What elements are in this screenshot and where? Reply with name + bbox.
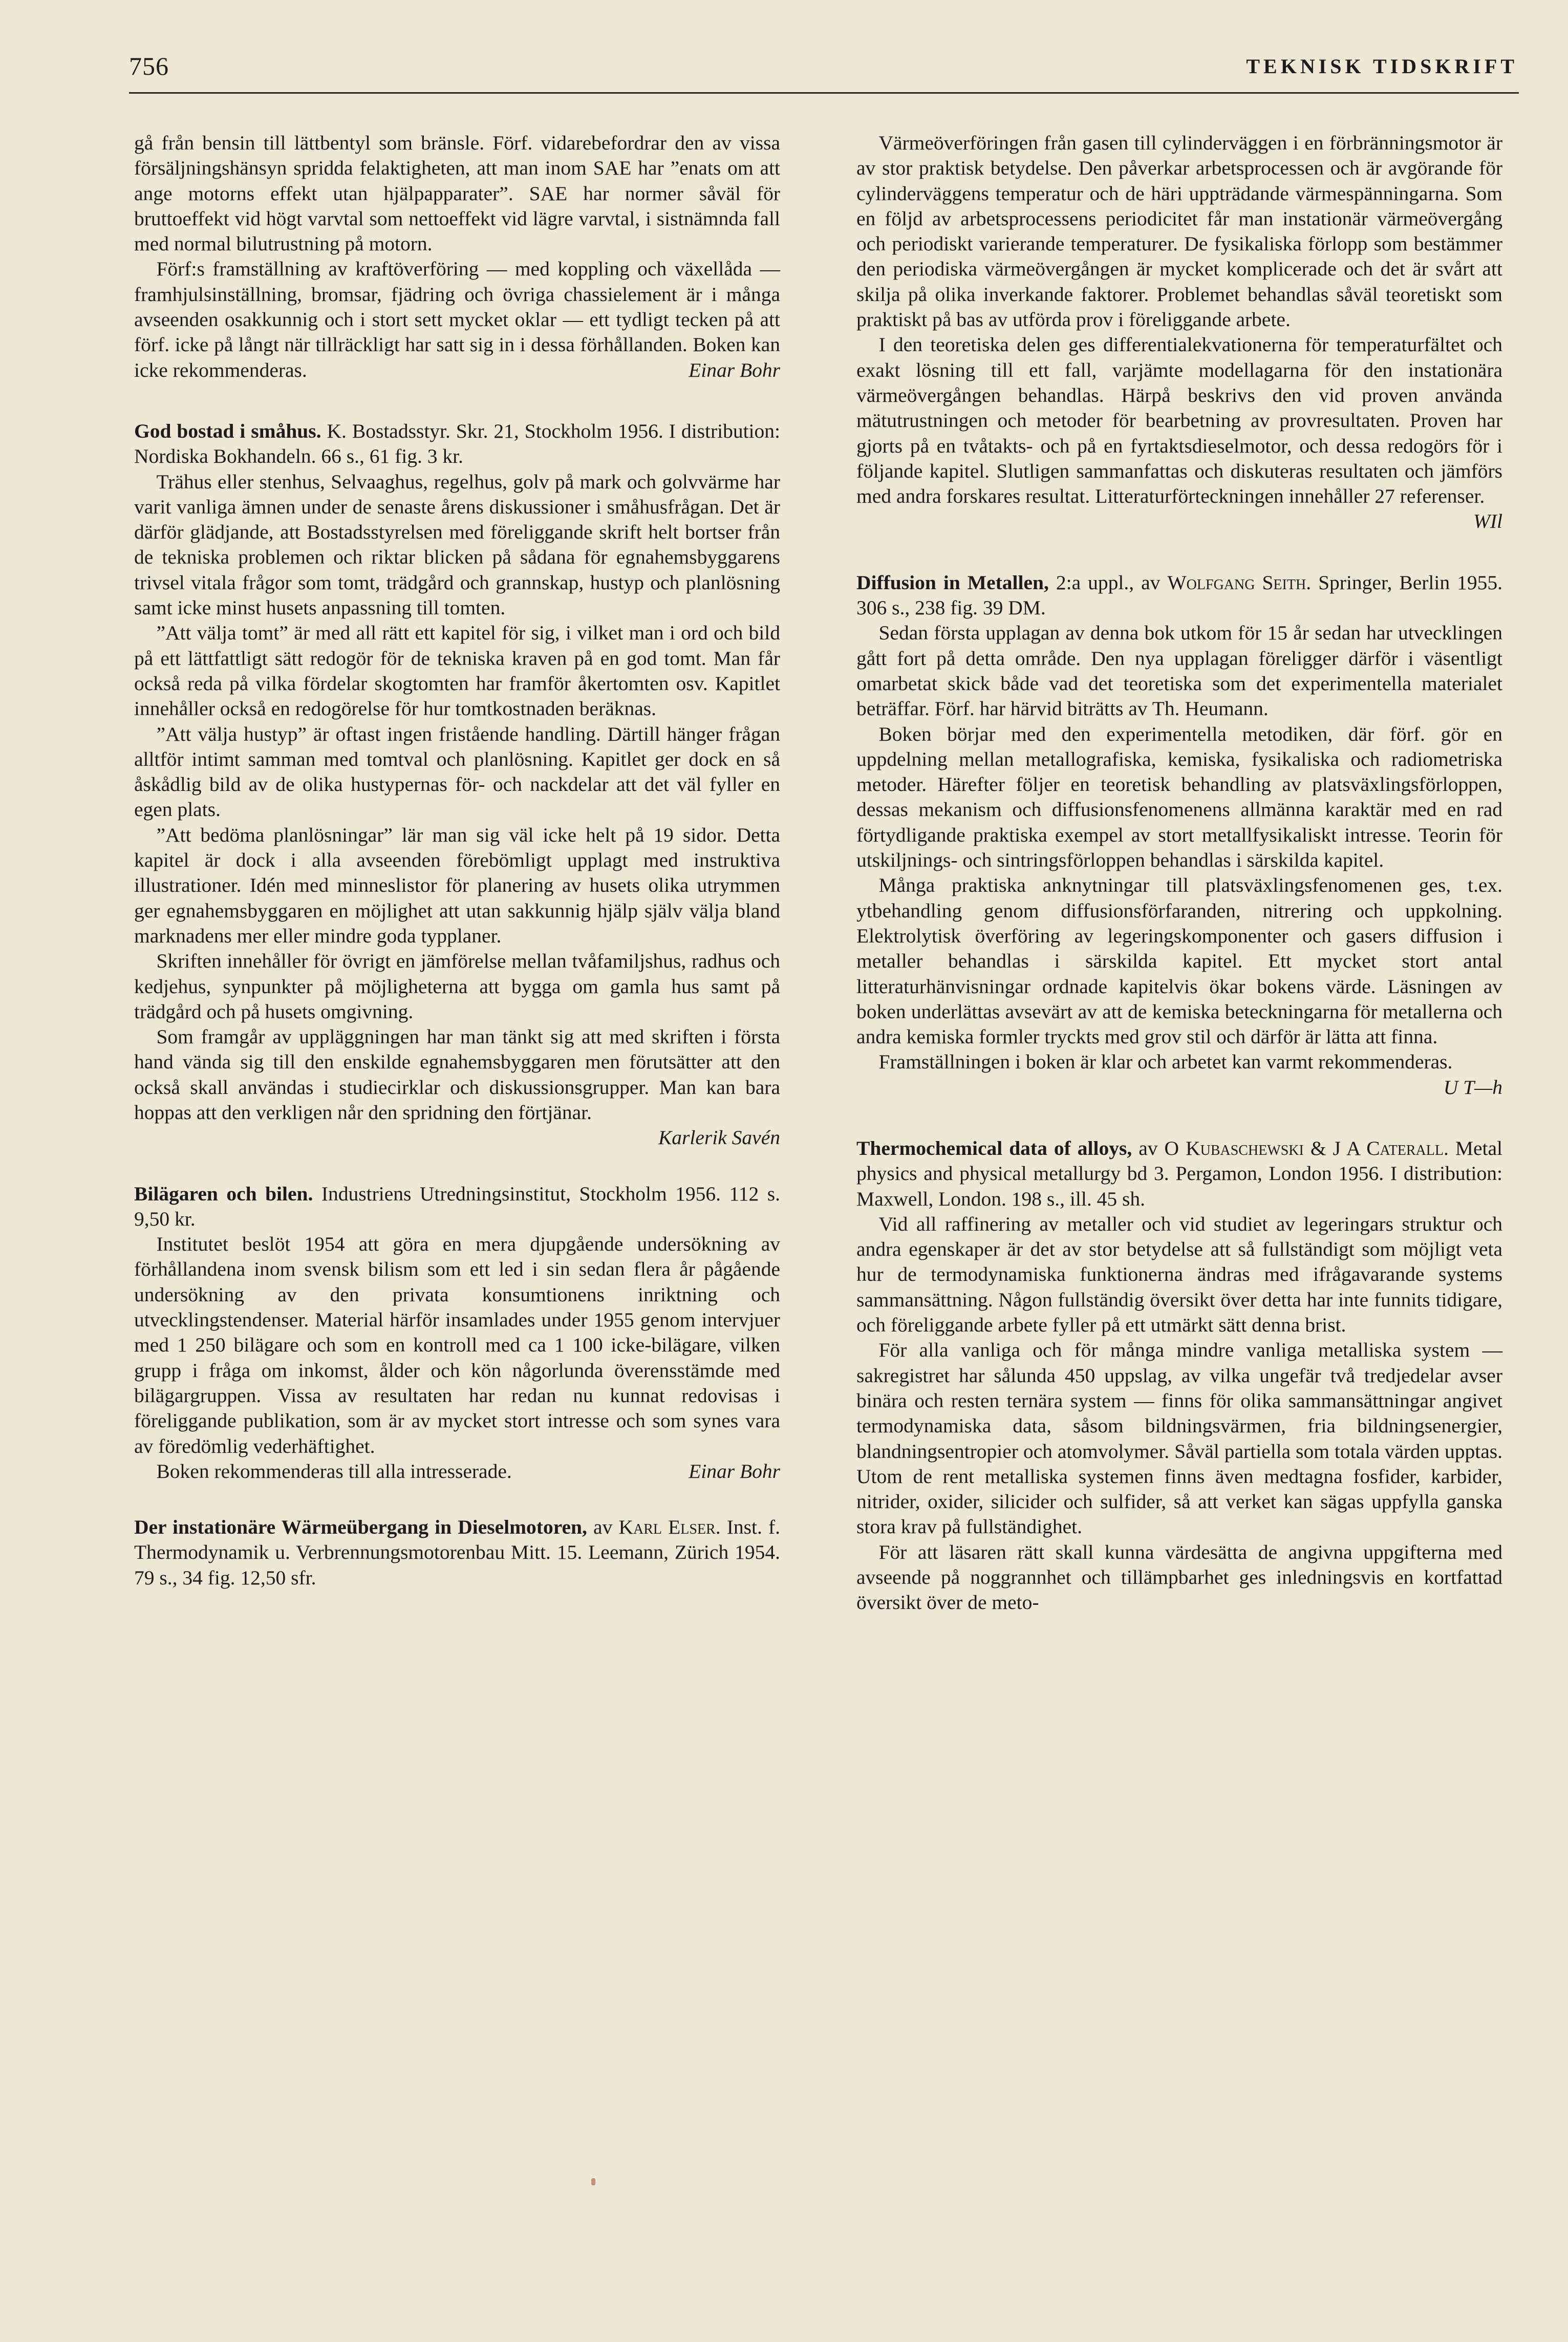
review-heading — [134, 1181, 780, 1232]
paragraph: Vid all raffinering av metaller och vid studiet av legeringars struktur och andra egenskaper är det av stor betydelse att så fullständigt som möjligt veta hur de termodynamiska funktionerna ändras med ifrågavarande systems sammansättning. Någon fullständig översikt över detta har inte funnits tidigare, och föreliggande arbete fyller på ett utmärkt sätt denna brist. — [856, 1212, 1502, 1337]
review-citation: Industriens Utredningsinstitut, Stockholm 1956. 112 s. 9,50 kr. — [134, 1182, 781, 1230]
review-heading — [856, 1136, 1502, 1212]
header-rule — [129, 92, 1519, 94]
review-thermochemical — [856, 1136, 1502, 1616]
paragraph-text: Förf:s framställning av kraftöverföring — med koppling och växellåda — framhjulsinställning, bromsar, fjädring och övriga chassielement är i många avseenden osakkunnig och i stort sett mycket oklar — ett tydligt tecken på att förf. icke på långt när tillräckligt har satt sig in i dessa förhållanden. Boken kan icke rekommenderas. — [134, 257, 780, 381]
paragraph-text: Boken rekommenderas till alla intresserade. — [156, 1459, 512, 1482]
paragraph: Många praktiska anknytningar till platsväxlingsfenomenen ges, t.ex. ytbehandling genom diffusionsförfaranden, nitrering och uppkolning. Elektrolytisk överföring av legeringskomponenter och gasers diffusion i metaller behandlas i särskilda kapitel. Ett mycket stort antal litteraturhänvisningar ordnade kapitelvis ökar bokens värde. Läsningen av boken underlättas avsevärt av att de kemiska beteckningarna för metallerna och andra kemiska formler tryckts med grov stil och därför är lätta att finna. — [856, 874, 1502, 1048]
review-heading — [856, 570, 1502, 621]
review-heading — [134, 1515, 780, 1591]
reviewer-signature: Karlerik Savén — [658, 1126, 780, 1149]
reviewer-signature: U T—h — [1443, 1076, 1502, 1099]
paragraph: Som framgår av uppläggningen har man tänkt sig att med skriften i första hand vända sig till den enskilde egnahemsbyggaren men förutsätter att den också skall användas i studiecirklar och diskussionsgrupper. Man kan bara hoppas att den verkligen når den spridning den förtjänar. — [134, 1025, 780, 1124]
review-title: God bostad i småhus. — [134, 419, 321, 442]
review-title: Thermochemical data of alloys, — [856, 1136, 1132, 1159]
ink-speck — [591, 2178, 595, 2185]
paragraph: ”Att välja hustyp” är oftast ingen fristående handling. Därtill hänger frågan alltför intimt samman med tomtval och planlösning. Kapitlet ger dock en så åskådlig bild av de olika hustypernas för- och nackdelar att det väl fyller en egen plats. — [134, 722, 780, 821]
paragraph: ”Att välja tomt” är med all rätt ett kapitel för sig, i vilket man i ord och bild på ett lättfattligt sätt redogör för de tekniska kraven på en god tomt. Man får också reda på vilka fördelar skogtomten har framför åkertomten osv. Kapitlet innehåller också en redogörelse för hur tomtkostnaden beräknas. — [134, 621, 780, 720]
paragraph — [856, 1049, 1502, 1099]
right-column — [856, 131, 1502, 1616]
review-heading — [134, 419, 780, 469]
paragraph: Värmeöverföringen från gasen till cylinderväggen i en förbränningsmotor är av stor praktisk betydelse. Den påverkar arbetsprocessen och är avgörande för cylinderväggens temperatur och de häri uppträdande värmespänningarna. Som en följd av arbetsprocessens periodicitet får man instationär värmeövergång och periodiskt varierande temperaturer. De fysikaliska förlopp som bestämmer den periodiska värmeövergången är mycket komplicerade och det är svårt att skilja på olika inverkande faktorer. Problemet behandlas såväl teoretiskt som praktiskt på bas av utförda prov i föreliggande arbete. — [856, 132, 1502, 331]
review-citation: . Springer, Berlin 1955. 306 s., 238 fig. 39 DM. — [856, 571, 1503, 619]
paragraph — [134, 256, 780, 382]
paragraph: Sedan första upplagan av denna bok utkom för 15 år sedan har utvecklingen gått fort på detta område. Den nya upplagan föreligger därför i väsentligt omarbetat skick både vad det teoretiska som det experimentella materialet beträffar. Förf. har härvid biträtts av Th. Heumann. — [856, 621, 1502, 720]
review-warmeubergang-heading — [134, 1515, 780, 1591]
running-head: TEKNISK TIDSKRIFT — [1246, 55, 1518, 78]
review-citation: . Inst. f. Thermodynamik u. Verbrennungsmotorenbau Mitt. 15. Leemann, Zürich 1954. 79 s., 34 fig. 12,50 sfr. — [134, 1516, 780, 1589]
review-author-prefix: av — [1132, 1136, 1165, 1159]
review-author-separator: & — [1303, 1136, 1333, 1159]
review-author: O Kubaschewski — [1164, 1136, 1304, 1159]
reviewer-signature: Einar Bohr — [689, 1459, 780, 1482]
page-number: 756 — [129, 52, 169, 80]
paragraph: Boken börjar med den experimentella metodiken, där förf. gör en uppdelning mellan metallografiska, kemiska, fysikaliska och radiometriska metoder. Härefter följer en teoretisk behandling av platsväxlingsförloppen, dessas mekanism och diffusionsfenomenens allmänna karaktär med en rad förtydligande praktiska exempel av stort metallfysikaliskt intresse. Teorin för utskiljnings- och sintringsförloppen behandlas i särskilda kapitel. — [856, 722, 1502, 872]
paragraph: För alla vanliga och för många mindre vanliga metalliska system — sakregistret har sålunda 450 uppslag, av vilka ungefär två tredjedelar avser binära och resten ternära system — finns för olika sammansättningar angivet termodynamiska data, såsom bildningsvärmen, fria bildningsenergier, blandningsentropier och atomvolymer. Såväl partiella som totala värden upptas. Utom de rent metalliska systemen finns även medtagna fosfider, karbider, nitrider, oxider, silicider och sulfider, så att verket kan sägas uppfylla ganska stora krav på fullständighet. — [856, 1339, 1502, 1538]
review-god-bostad — [134, 419, 780, 1151]
review-diffusion — [856, 570, 1502, 1100]
review-author: Wolfgang Seith — [1167, 571, 1306, 594]
review-author: J A Caterall — [1333, 1136, 1444, 1159]
review-warmeubergang-body — [856, 131, 1502, 534]
paragraph — [134, 1459, 780, 1484]
review-citation: . Metal physics and physical metallurgy bd 3. Pergamon, London 1956. I distribution: Maxwell, London. 198 s., ill. 45 sh. — [856, 1136, 1502, 1210]
paragraph: gå från bensin till lättbentyl som bränsle. Förf. vidarebefordrar den av vissa försäljningshänsyn spridda felaktigheten, att man inom SAE har ”enats om att ange motorns effekt utan hjälpapparater”. SAE har normer såväl för bruttoeffekt vid högt varvtal som nettoeffekt vid lägre varvtal, i sistnämnda fall med normal bilutrustning på motorn. — [134, 132, 780, 255]
paragraph — [856, 332, 1502, 533]
paragraph: ”Att bedöma planlösningar” lär man sig väl icke helt på 19 sidor. Detta kapitel är dock i alla avseenden förebömligt upplagt med instruktiva illustrationer. Idén med minneslistor för planering av husets olika utrymmen ger egnahemsbyggaren en möjlighet att utan sakkunnig hjälp själv välja bland marknadens mer eller mindre goda typplaner. — [134, 823, 780, 947]
review-citation: K. Bostadsstyr. Skr. 21, Stockholm 1956. I distribution: Nordiska Bokhandeln. 66 s., 61 fig. 3 kr. — [134, 419, 780, 468]
review-author-prefix: 2:a uppl., av — [1048, 571, 1168, 594]
reviewer-signature: Einar Bohr — [689, 358, 780, 381]
review-author: Karl Elser — [618, 1516, 716, 1539]
review-title: Der instationäre Wärmeübergang in Dieselmotoren, — [134, 1516, 587, 1539]
paragraph: Skriften innehåller för övrigt en jämförelse mellan tvåfamiljshus, radhus och kedjehus, synpunkter på möjligheterna att bygga om gamla hus samt på trädgård och på husets omgivning. — [134, 950, 780, 1023]
paragraph: För att läsaren rätt skall kunna värdesätta de angivna uppgifterna med avseende på noggrannhet och tillämpbarhet ges inledningsvis en kortfattad översikt över de meto- — [856, 1540, 1502, 1614]
review-title: Diffusion in Metallen, — [856, 571, 1049, 594]
paragraph-text: I den teoretiska delen ges differentialekvationerna för temperaturfältet och exakt lösning till ett fall, varjämte modellagarna för den instationära värmeövergången behandlas. Härpå beskrivs den vid proven använda mätutrustningen och metoder för bearbetning av provresultaten. Proven har gjorts på en tvåtakts- och på en fyrtaktsdieselmotor, och dessa redogörs för i följande kapitel. Slutligen sammanfattas och diskuteras resultaten och jämförs med andra forskares resultat. Litteraturförteckningen innehåller 27 referenser. — [856, 333, 1502, 508]
left-column — [134, 131, 780, 1591]
review-title: Bilägaren och bilen. — [134, 1182, 313, 1205]
paragraph-text: Framställningen i boken är klar och arbetet kan varmt rekommenderas. — [878, 1050, 1453, 1073]
paragraph: Institutet beslöt 1954 att göra en mera djupgående undersökning av förhållandena inom svensk bilism som ett led i sin sedan flera år pågående undersökning av den privata konsumtionens inriktning och utvecklingstendenser. Material härför insamlades under 1955 genom intervjuer med 1 250 bilägare och som en kontroll med ca 1 100 icke-bilägare, vilken grupp i fråga om inkomst, ålder och kön någorlunda överensstämde med bilägargruppen. Vissa av resultaten har redan nu kunnat redovisas i föreliggande publikation, som är av mycket stort intresse och som synes vara av föredömlig vederhäftighet. — [134, 1233, 780, 1457]
paragraph: Trähus eller stenhus, Selvaaghus, regelhus, golv på mark och golvvärme har varit vanliga ämnen under de senaste årens diskussioner i småhusfrågan. Det är därför glädjande, att Bostadsstyrelsen med föreliggande skrift helt bortser från de tekniska problemen och riktar blicken på sådana för egnahemsbyggarens trivsel vitala frågor som tomt, trädgård och grannskap, hustyp och planlösning samt icke minst husets anpassning till tomten. — [134, 470, 780, 619]
review-bilagaren — [134, 1181, 780, 1485]
review-author-prefix: av — [587, 1516, 619, 1539]
reviewer-signature: WIl — [1473, 510, 1502, 533]
review-intro-continuation — [134, 131, 780, 383]
